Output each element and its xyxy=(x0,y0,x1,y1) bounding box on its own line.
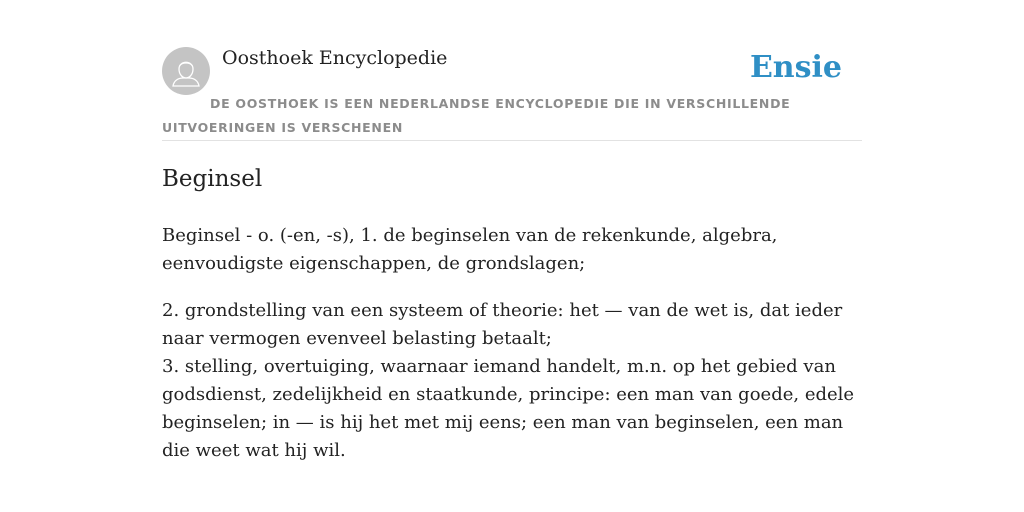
article-title: Beginsel xyxy=(162,166,263,192)
site-tagline: DE OOSTHOEK IS EEN NEDERLANDSE ENCYCLOPEDIE DIE IN VERSCHILLENDE UITVOERINGEN IS VERSCHENEN xyxy=(162,96,791,135)
brand-logo[interactable]: Ensie xyxy=(749,50,842,85)
definition-text: Beginsel - o. (-en, -s), 1. de beginselen van de rekenkunde, algebra, eenvoudigste eigenschappen, de grondslagen; xyxy=(162,225,778,274)
definition-text: 3. stelling, overtuiging, waarnaar iemand handelt, m.n. op het gebied van godsdienst, zedelijkheid en staatkunde, principe: een man van goede, edele beginselen; in — is hij het met mij eens; een man van beginselen, een man die weet wat hij wil. xyxy=(162,356,855,461)
site-header xyxy=(162,46,862,141)
definition-paragraph xyxy=(162,222,867,278)
article xyxy=(162,160,867,484)
definition-paragraph xyxy=(162,297,867,465)
author-avatar[interactable] xyxy=(162,47,210,95)
site-name[interactable]: Oosthoek Encyclopedie xyxy=(222,47,448,69)
user-silhouette-icon xyxy=(162,47,210,95)
definition-text: 2. grondstelling van een systeem of theorie: het — van de wet is, dat ieder naar vermogen evenveel belasting betaalt; xyxy=(162,300,843,349)
